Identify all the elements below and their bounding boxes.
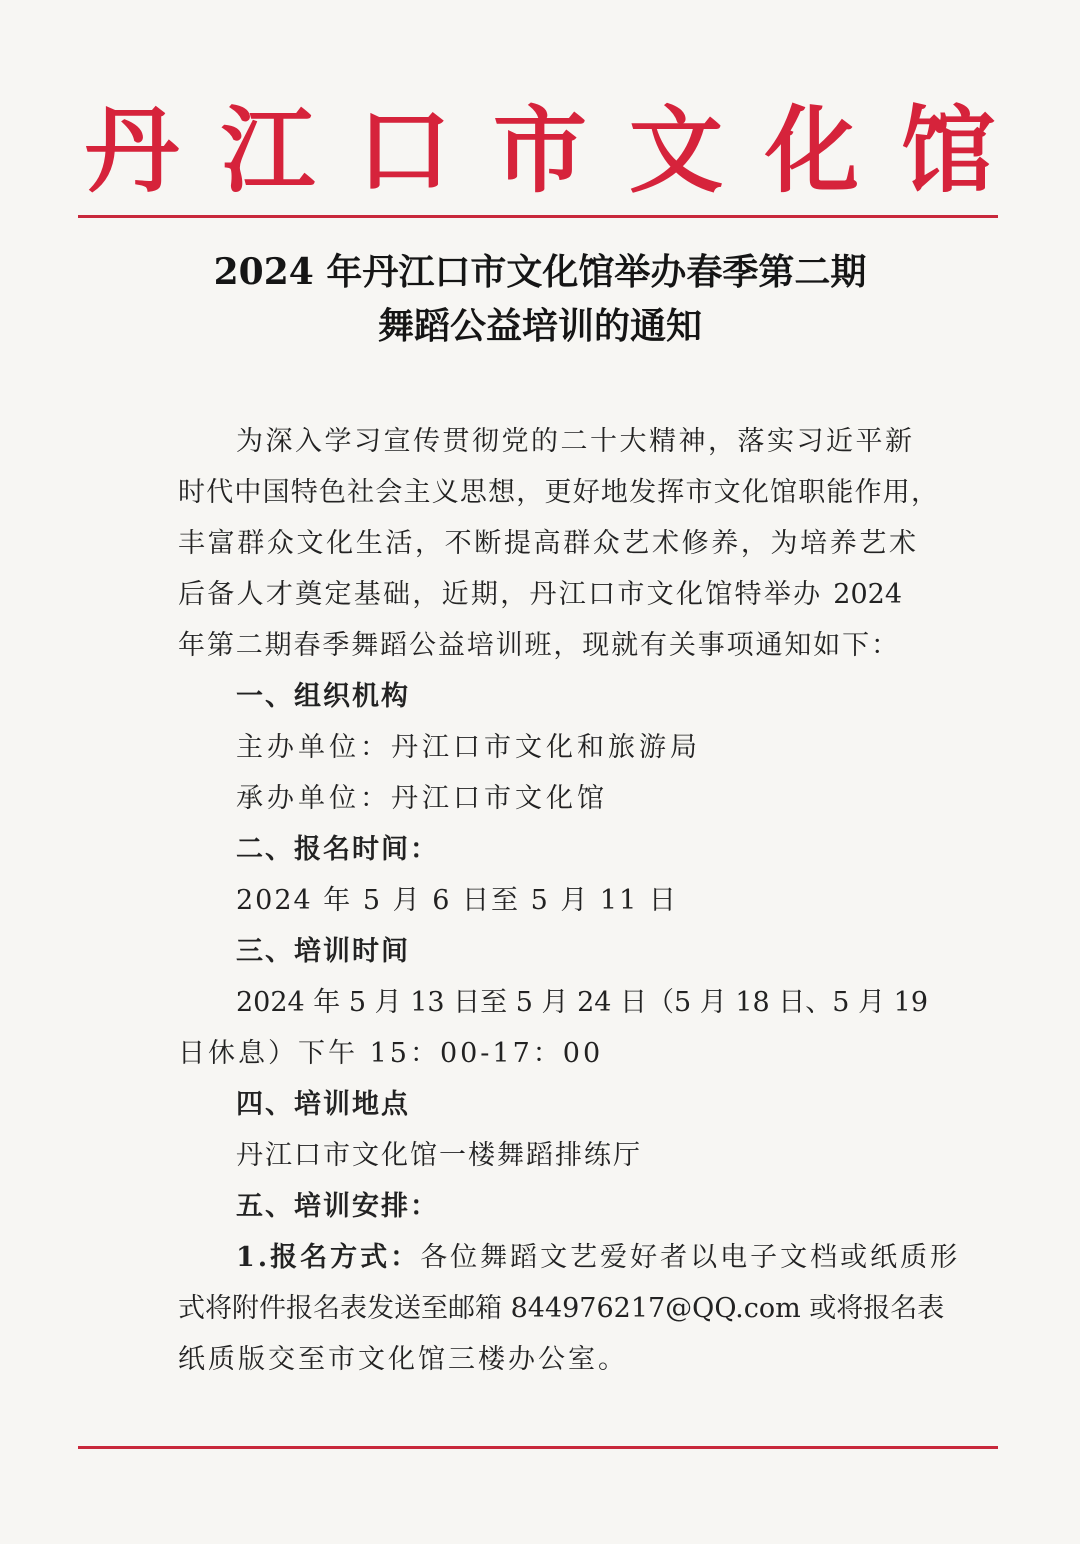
section-heading-arrangement: 五、培训安排： [236, 1191, 439, 1222]
intro-line: 后备人才奠定基础，近期，丹江口市文化馆特举办 2024 [178, 579, 902, 610]
section-heading-location: 四、培训地点 [236, 1089, 410, 1120]
letterhead-org-name [78, 96, 1002, 206]
registration-method-label: 1.报名方式： [236, 1242, 421, 1273]
letterhead-char: 口 [356, 96, 451, 206]
intro-line: 年第二期春季舞蹈公益培训班，现就有关事项通知如下： [178, 630, 898, 661]
section-heading-registration: 二、报名时间： [236, 834, 439, 865]
letterhead-char: 馆 [900, 96, 995, 206]
document-title-line-1: 2024 年丹江口市文化馆举办春季第二期 [213, 251, 867, 293]
training-location: 丹江口市文化馆一楼舞蹈排练厅 [236, 1140, 642, 1171]
letterhead-divider [78, 215, 998, 218]
document-title-line-2: 舞蹈公益培训的通知 [377, 305, 702, 347]
section-heading-training-time: 三、培训时间 [236, 936, 410, 967]
registration-method-text: 式将附件报名表发送至邮箱 844976217@QQ.com 或将报名表 [178, 1293, 945, 1324]
letterhead-char: 丹 [84, 96, 179, 206]
organizer-unit: 承办单位：丹江口市文化馆 [236, 783, 608, 814]
intro-line: 丰富群众文化生活，不断提高群众艺术修养，为培养艺术 [178, 528, 916, 559]
training-time-line: 2024 年 5 月 13 日至 5 月 24 日（5 月 18 日、5 月 19 [236, 987, 929, 1018]
registration-method-text: 纸质版交至市文化馆三楼办公室。 [178, 1344, 628, 1375]
footer-divider [78, 1446, 998, 1449]
training-time-line: 日休息）下午 15：00-17：00 [178, 1038, 604, 1069]
registration-method-text: 各位舞蹈文艺爱好者以电子文档或纸质形 [420, 1242, 961, 1273]
host-unit: 主办单位：丹江口市文化和旅游局 [236, 732, 701, 763]
intro-line: 时代中国特色社会主义思想，更好地发挥市文化馆职能作用， [178, 477, 938, 508]
intro-line: 为深入学习宣传贯彻党的二十大精神，落实习近平新 [236, 426, 912, 457]
letterhead-char: 市 [492, 96, 587, 206]
letterhead-char: 文 [628, 96, 723, 206]
section-heading-organization: 一、组织机构 [236, 681, 410, 712]
letterhead-char: 化 [764, 96, 859, 206]
arrangement-item-1 [236, 1244, 960, 1271]
registration-dates: 2024 年 5 月 6 日至 5 月 11 日 [236, 885, 678, 916]
letterhead-char: 江 [220, 96, 315, 206]
